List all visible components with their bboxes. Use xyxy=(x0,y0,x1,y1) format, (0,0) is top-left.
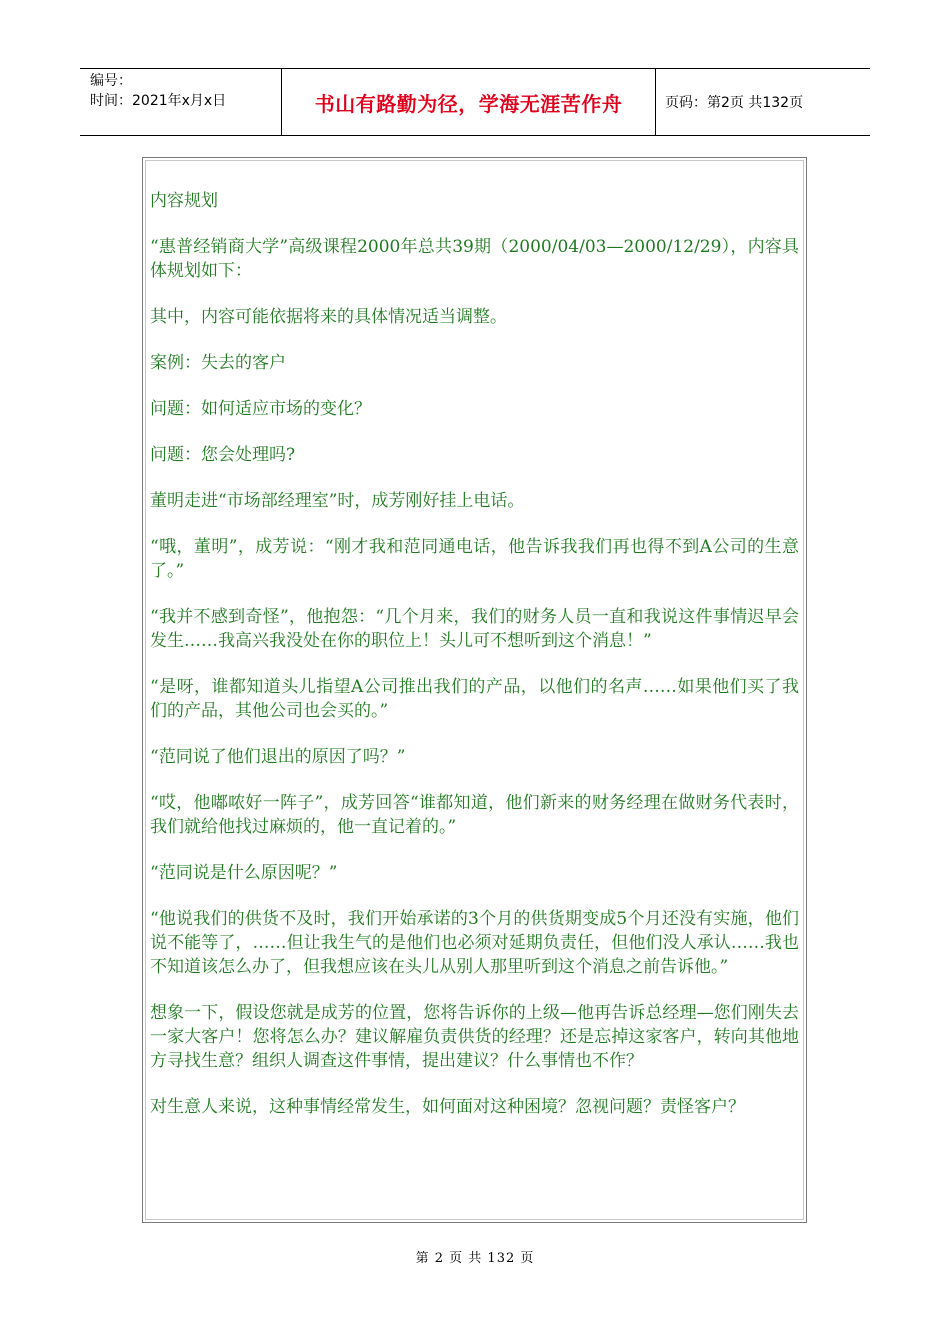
question-line: 问题：如何适应市场的变化？ xyxy=(150,399,371,419)
header-page-number: 页码：第2页 共132页 xyxy=(665,95,804,111)
serial-number-label: 编号： xyxy=(90,73,132,89)
question-line: 问题：您会处理吗? xyxy=(150,445,296,465)
paragraph: 想象一下，假设您就是成芳的位置，您将告诉你的上级—他再告诉总经理—您们刚失去一家大客户！您将怎么办？建议解雇负责供货的经理？还是忘掉这家客户，转向其他地方寻找生意？组织人调查这件事情，提出建议？什么事情也不作？ xyxy=(150,1003,799,1071)
dialogue-paragraph: “他说我们的供货不及时，我们开始承诺的3个月的供货期变成5个月还没有实施，他们说不能等了，……但让我生气的是他们也必须对延期负责任，但他们没人承认……我也不知道该怎么办了，但我想应该在头儿从别人那里听到这个消息之前告诉他。” xyxy=(150,909,799,977)
section-heading: 内容规划 xyxy=(150,191,218,211)
paragraph: 其中，内容可能依据将来的具体情况适当调整。 xyxy=(150,307,507,327)
paragraph: 对生意人来说，这种事情经常发生，如何面对这种困境？忽视问题？责怪客户？ xyxy=(150,1097,745,1117)
header-meta xyxy=(80,69,282,135)
header-motto: 书山有路勤为径，学海无涯苦作舟 xyxy=(282,69,656,135)
dialogue-paragraph: “是呀，谁都知道头儿指望A公司推出我们的产品，以他们的名声……如果他们买了我们的产品，其他公司也会买的。” xyxy=(150,677,799,721)
dialogue-paragraph: “哎，他嘟哝好一阵子”，成芳回答“谁都知道，他们新来的财务经理在做财务代表时，我们就给他找过麻烦的，他一直记着的。” xyxy=(150,793,799,837)
dialogue-paragraph: “哦，董明”，成芳说：“刚才我和范同通电话，他告诉我我们再也得不到A公司的生意了。” xyxy=(150,537,799,581)
page-footer: 第 2 页 共 132 页 xyxy=(415,1251,535,1266)
dialogue-paragraph: “我并不感到奇怪”，他抱怨：“几个月来，我们的财务人员一直和我说这件事情迟早会发生……我高兴我没处在你的职位上！头儿可不想听到这个消息！” xyxy=(150,607,799,651)
paragraph: “惠普经销商大学”高级课程2000年总共39期（2000/04/03—2000/12/29），内容具体规划如下： xyxy=(150,237,799,281)
case-title: 案例：失去的客户 xyxy=(150,353,286,373)
content-body xyxy=(145,160,804,1220)
date-label: 时间：2021年x月x日 xyxy=(90,93,227,109)
dialogue-paragraph: “范同说了他们退出的原因了吗？” xyxy=(150,747,406,767)
paragraph: 董明走进“市场部经理室”时，成芳刚好挂上电话。 xyxy=(150,491,525,511)
content-frame xyxy=(142,157,807,1223)
page-header xyxy=(80,68,870,136)
dialogue-paragraph: “范同说是什么原因呢？” xyxy=(150,863,338,883)
